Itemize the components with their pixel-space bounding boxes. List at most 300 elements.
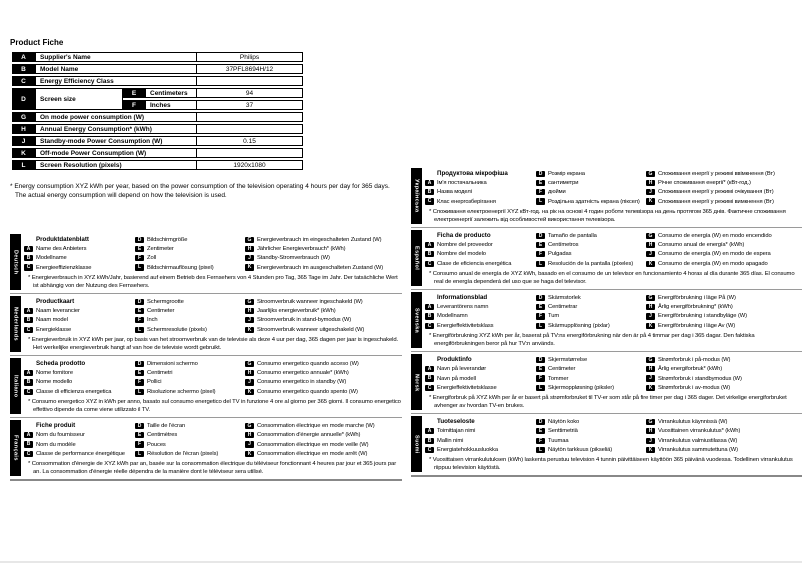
key-badge: A bbox=[425, 242, 434, 248]
item-label: Mallin nimi bbox=[437, 437, 464, 444]
fiche-row-standby bbox=[12, 136, 303, 146]
section-column-1 bbox=[425, 169, 536, 206]
section-column-3 bbox=[646, 417, 802, 454]
key-badge: E bbox=[536, 242, 545, 248]
section-column-2 bbox=[135, 297, 245, 334]
key-badge: F bbox=[536, 438, 545, 444]
key-badge: J bbox=[245, 441, 254, 447]
key-badge: H bbox=[646, 180, 655, 186]
key-badge: H bbox=[245, 370, 254, 376]
language-bar bbox=[10, 358, 21, 414]
row-label: Model Name bbox=[35, 64, 197, 74]
fiche-item bbox=[536, 383, 646, 392]
fiche-item bbox=[646, 302, 802, 311]
language-sections-right-column bbox=[411, 166, 802, 477]
fiche-item bbox=[135, 263, 245, 272]
item-label: Centímetros bbox=[548, 242, 579, 249]
row-key-badge: E bbox=[123, 88, 145, 98]
key-badge: B bbox=[425, 189, 434, 195]
fiche-item bbox=[536, 445, 646, 454]
fiche-item bbox=[135, 254, 245, 263]
key-badge: A bbox=[425, 304, 434, 310]
fiche-item bbox=[646, 250, 802, 259]
section-column-1 bbox=[24, 421, 135, 458]
key-badge: F bbox=[536, 189, 545, 195]
item-label: Tamaño de pantalla bbox=[548, 232, 597, 239]
fiche-item bbox=[425, 178, 536, 187]
fiche-item bbox=[646, 436, 802, 445]
fiche-row-resolution bbox=[12, 160, 303, 170]
key-badge: B bbox=[425, 251, 434, 257]
row-label: Screen size bbox=[35, 88, 123, 110]
section-footnote: * Consumo energetico XYZ in kWh per anno, basato sul consumo energetico del TV in funzione 4 ore al giorno per 365 giorni. Il consumo energetico effettivo dipende da come viene utilizzato il TV. bbox=[28, 398, 401, 414]
item-label: Zentimeter bbox=[147, 245, 174, 252]
key-badge: E bbox=[135, 370, 144, 376]
language-section bbox=[10, 294, 402, 356]
key-badge: L bbox=[135, 264, 144, 270]
key-badge: L bbox=[536, 198, 545, 204]
language-bar bbox=[411, 416, 422, 472]
fiche-item bbox=[536, 293, 646, 302]
key-badge: A bbox=[425, 366, 434, 372]
fiche-item bbox=[646, 427, 802, 436]
item-label: Classe di efficienza energetica bbox=[36, 388, 112, 395]
fiche-item bbox=[646, 365, 802, 374]
fiche-item bbox=[24, 316, 135, 325]
fiche-item bbox=[536, 436, 646, 445]
item-label: Energieffektivitetsklasse bbox=[437, 384, 497, 391]
item-label: Nom du modèle bbox=[36, 441, 76, 448]
section-footnote: * Energieverbrauch in XYZ kWh/Jahr, basierend auf einem Betrieb des Fernsehers von 4 Stunden pro Tag, 365 Tage im Jahr. Der tatsächliche Wert ist abhängig von der Nutzung des Fernsehers. bbox=[28, 274, 398, 289]
key-badge: F bbox=[536, 375, 545, 381]
fiche-item bbox=[135, 316, 245, 325]
section-column-2 bbox=[536, 231, 646, 268]
section-column-1 bbox=[425, 417, 536, 454]
item-label: Consommation électrique en mode veille (W) bbox=[257, 441, 369, 448]
row-key-badge: H bbox=[12, 124, 35, 134]
fiche-row-screen-size bbox=[12, 88, 303, 110]
fiche-item bbox=[425, 445, 536, 454]
fiche-row-supplier bbox=[12, 52, 303, 62]
fiche-item bbox=[245, 297, 402, 306]
key-badge: H bbox=[646, 428, 655, 434]
section-column-1 bbox=[425, 355, 536, 392]
section-body bbox=[24, 296, 402, 352]
row-label: Annual Energy Consumption* (kWh) bbox=[35, 124, 197, 134]
language-label: Nederlands bbox=[12, 307, 19, 342]
fiche-item bbox=[24, 306, 135, 315]
key-badge: B bbox=[24, 379, 33, 385]
section-footnote: * Споживання електроенергії XYZ кВт-год. на рік на основі 4 годин роботи телевізора на день протягом 365 днів. Фактичне споживання електроенергії залежить від особливостей використання телевізора. bbox=[429, 208, 786, 223]
item-label: Dimensioni schermo bbox=[147, 360, 198, 367]
energy-footnote bbox=[10, 182, 402, 200]
section-column-2 bbox=[135, 359, 245, 396]
item-label: Consumo energetico annuale* (kWh) bbox=[257, 370, 349, 377]
section-column-3 bbox=[245, 359, 402, 396]
fiche-item bbox=[245, 254, 402, 263]
key-badge: H bbox=[245, 308, 254, 314]
item-label: Näytön tarkkuus (pikseliä) bbox=[548, 446, 613, 453]
fiche-item bbox=[245, 325, 402, 334]
key-badge: C bbox=[425, 385, 434, 391]
key-badge: C bbox=[24, 389, 33, 395]
fiche-item bbox=[536, 169, 646, 178]
row-label: Supplier's Name bbox=[35, 52, 197, 62]
section-column-2 bbox=[536, 355, 646, 392]
item-label: Consumo de energía (W) en modo de espera bbox=[658, 251, 771, 258]
item-label: дюйми bbox=[548, 189, 566, 196]
item-label: Tum bbox=[548, 313, 560, 320]
fiche-item bbox=[135, 378, 245, 387]
language-section bbox=[411, 166, 802, 228]
key-badge: L bbox=[536, 385, 545, 391]
fiche-item bbox=[536, 312, 646, 321]
fiche-row-centimeters bbox=[123, 88, 303, 98]
fiche-row-on-mode bbox=[12, 112, 303, 122]
fiche-item bbox=[135, 449, 245, 458]
row-value bbox=[197, 148, 303, 158]
fiche-item bbox=[245, 244, 402, 253]
key-badge: G bbox=[646, 233, 655, 239]
fiche-row-off-mode bbox=[12, 148, 303, 158]
row-label: Standby-mode Power Consumption (W) bbox=[35, 136, 197, 146]
key-badge: F bbox=[135, 317, 144, 323]
key-badge: L bbox=[536, 447, 545, 453]
fiche-item bbox=[245, 263, 402, 272]
key-badge: J bbox=[646, 375, 655, 381]
item-label: Consumo energetico quando acceso (W) bbox=[257, 360, 359, 367]
row-key-badge: K bbox=[12, 148, 35, 158]
section-column-3 bbox=[646, 355, 802, 392]
section-column-1 bbox=[24, 297, 135, 334]
key-badge: D bbox=[135, 361, 144, 367]
key-badge: K bbox=[646, 323, 655, 329]
section-footnote: * Vuosittaisen virrankulutuksen (kWh) laskenta perustuu television 4 tunnin päivittäiseen käyttöön 365 päivänä vuodessa. Todellinen virrankulutus riippuu television käytöstä. bbox=[429, 457, 793, 472]
section-column-2 bbox=[135, 235, 245, 272]
key-badge: H bbox=[245, 246, 254, 252]
fiche-item bbox=[425, 383, 536, 392]
page-edge-line bbox=[0, 561, 802, 563]
item-label: Näytön koko bbox=[548, 419, 580, 426]
key-badge: L bbox=[536, 323, 545, 329]
item-label: Розмір екрана bbox=[548, 170, 585, 177]
item-label: Vuosittainen virrankulutus* (kWh) bbox=[658, 428, 741, 435]
fiche-item bbox=[646, 259, 802, 268]
fiche-item bbox=[245, 387, 402, 396]
fiche-item bbox=[425, 365, 536, 374]
language-label: Français bbox=[12, 435, 19, 462]
fiche-item bbox=[135, 297, 245, 306]
section-title: Продуктова мікрофіша bbox=[437, 170, 508, 177]
key-badge: K bbox=[646, 198, 655, 204]
fiche-item bbox=[646, 188, 802, 197]
key-badge: D bbox=[135, 299, 144, 305]
item-label: Nome fornitore bbox=[36, 370, 73, 377]
key-badge: B bbox=[24, 255, 33, 261]
language-label: Deutsch bbox=[12, 249, 19, 275]
fiche-item bbox=[245, 449, 402, 458]
item-label: Energiförbrukning i läge Av (W) bbox=[658, 322, 736, 329]
section-footnote: * Energiforbruk på XYZ kWh per år er basert på strømforbruket til TV-er som står på fire timer per dag i 365 dager. Det virkelige energiforbruket avhenger av hvordan TV-en brukes. bbox=[429, 394, 787, 410]
key-badge: D bbox=[536, 419, 545, 425]
item-label: Bildschirmauflösung (pixel) bbox=[147, 264, 214, 271]
language-bar bbox=[411, 354, 422, 410]
item-label: Centimètres bbox=[147, 432, 178, 439]
language-bar bbox=[411, 230, 422, 286]
item-label: Jaarlijks energieverbruik* (kWh) bbox=[257, 308, 336, 315]
key-badge: E bbox=[536, 366, 545, 372]
fiche-item bbox=[135, 368, 245, 377]
fiche-item bbox=[646, 169, 802, 178]
key-badge: J bbox=[245, 379, 254, 385]
fiche-item bbox=[425, 321, 536, 330]
item-label: Consommation électrique en mode arrêt (W) bbox=[257, 450, 368, 457]
fiche-item bbox=[24, 378, 135, 387]
key-badge: D bbox=[135, 237, 144, 243]
item-label: Consumo de energía (W) en modo encendido bbox=[658, 232, 772, 239]
key-badge: K bbox=[245, 327, 254, 333]
item-label: Senttimetriä bbox=[548, 428, 578, 435]
fiche-item bbox=[245, 421, 402, 430]
item-label: Navn på modell bbox=[437, 375, 476, 382]
key-badge: F bbox=[536, 313, 545, 319]
key-badge: K bbox=[646, 447, 655, 453]
key-badge: H bbox=[646, 304, 655, 310]
item-label: Skärmupplösning (pixlar) bbox=[548, 322, 610, 329]
key-badge: D bbox=[135, 423, 144, 429]
fiche-item bbox=[245, 440, 402, 449]
section-title: Tuoteseloste bbox=[437, 418, 475, 426]
section-body bbox=[24, 420, 402, 476]
item-label: Naam leverancier bbox=[36, 308, 80, 315]
key-badge: A bbox=[24, 246, 33, 252]
language-label: Italiano bbox=[12, 375, 19, 398]
item-label: Zoll bbox=[147, 255, 156, 262]
key-badge: C bbox=[24, 327, 33, 333]
screen-size-subrows bbox=[123, 88, 303, 110]
row-label: On mode power consumption (W) bbox=[35, 112, 197, 122]
row-value: 1920x1080 bbox=[197, 160, 303, 170]
item-label: Consommation électrique en mode marche (W) bbox=[257, 422, 375, 429]
fiche-row-annual-energy bbox=[12, 124, 303, 134]
key-badge: D bbox=[536, 171, 545, 177]
fiche-item bbox=[245, 235, 402, 244]
section-column-3 bbox=[245, 235, 402, 272]
item-label: Ім'я постачальника bbox=[437, 179, 487, 186]
key-badge: G bbox=[245, 299, 254, 305]
key-badge: F bbox=[135, 255, 144, 261]
key-badge: A bbox=[24, 308, 33, 314]
item-label: Tuumaa bbox=[548, 437, 569, 444]
fiche-item bbox=[245, 359, 402, 368]
fiche-item bbox=[135, 421, 245, 430]
section-title: Ficha de producto bbox=[437, 232, 491, 240]
item-label: Stroomverbruik wanneer ingeschakeld (W) bbox=[257, 298, 363, 305]
key-badge: B bbox=[425, 313, 434, 319]
fiche-item bbox=[536, 231, 646, 240]
fiche-item bbox=[646, 231, 802, 240]
fiche-item bbox=[646, 321, 802, 330]
fiche-item bbox=[536, 374, 646, 383]
section-body bbox=[425, 416, 802, 472]
fiche-item bbox=[536, 188, 646, 197]
key-badge: E bbox=[135, 308, 144, 314]
fiche-item bbox=[646, 197, 802, 206]
fiche-item bbox=[536, 178, 646, 187]
key-badge: K bbox=[245, 264, 254, 270]
key-badge: L bbox=[135, 327, 144, 333]
item-label: Risoluzione schermo (pixel) bbox=[147, 388, 216, 395]
fiche-item bbox=[425, 197, 536, 206]
item-label: Stroomverbruik wanneer uitgeschakeld (W) bbox=[257, 326, 365, 333]
fiche-item bbox=[24, 263, 135, 272]
fiche-item bbox=[24, 244, 135, 253]
key-badge: A bbox=[24, 432, 33, 438]
fiche-item bbox=[646, 374, 802, 383]
fiche-item bbox=[536, 417, 646, 426]
key-badge: C bbox=[24, 451, 33, 457]
row-key-badge: J bbox=[12, 136, 35, 146]
key-badge: J bbox=[245, 255, 254, 261]
key-badge: G bbox=[646, 171, 655, 177]
key-badge: J bbox=[646, 438, 655, 444]
item-label: Skjermstørrelse bbox=[548, 356, 588, 363]
language-section bbox=[411, 352, 802, 414]
item-label: Bildschirmgröße bbox=[147, 236, 188, 243]
row-value: 37PFL8694H/12 bbox=[197, 64, 303, 74]
item-label: Energieverbrauch im eingeschalteten Zustand (W) bbox=[257, 236, 382, 243]
section-column-2 bbox=[536, 293, 646, 330]
key-badge: H bbox=[245, 432, 254, 438]
section-footnote: * Energieverbruik in XYZ kWh per jaar, op basis van het stroomverbruik van de televisie als deze 4 uur per dag, 365 dagen per jaar is ingeschakeld. Het werkelijke energieverbruik hangt af van hoe de televisie wordt gebruikt. bbox=[28, 336, 399, 351]
fiche-item bbox=[135, 431, 245, 440]
key-badge: E bbox=[536, 180, 545, 186]
fiche-item bbox=[24, 449, 135, 458]
item-label: Taille de l'écran bbox=[147, 422, 186, 429]
item-label: Energiförbrukning i standbyläge (W) bbox=[658, 313, 747, 320]
section-footnote: * Consumo anual de energía de XYZ kWh, basado en el consumo de un televisor en funcionamiento 4 horas al día durante 365 días. El consumo real de energía dependerá del uso que se haga del televisor. bbox=[429, 270, 795, 285]
item-label: Navn på leverandør bbox=[437, 366, 487, 373]
item-label: Schermgrootte bbox=[147, 298, 184, 305]
fiche-row-energy-class bbox=[12, 76, 303, 86]
energy-footnote-line2: The actual energy consumption will depend on how the television is used. bbox=[15, 192, 227, 199]
key-badge: F bbox=[135, 441, 144, 447]
key-badge: G bbox=[245, 361, 254, 367]
fiche-item bbox=[646, 383, 802, 392]
item-label: Skärmstorlek bbox=[548, 294, 581, 301]
language-section bbox=[411, 290, 802, 352]
fiche-item bbox=[646, 445, 802, 454]
item-label: Strømforbruk i på-modus (W) bbox=[658, 356, 731, 363]
fiche-item bbox=[536, 259, 646, 268]
key-badge: L bbox=[135, 451, 144, 457]
fiche-item bbox=[245, 316, 402, 325]
key-badge: J bbox=[646, 251, 655, 257]
key-badge: J bbox=[646, 313, 655, 319]
item-label: Energiförbrukning i läge På (W) bbox=[658, 294, 736, 301]
key-badge: G bbox=[245, 237, 254, 243]
row-key-badge: F bbox=[123, 100, 145, 110]
fiche-item bbox=[24, 387, 135, 396]
item-label: Consumo energetico quando spento (W) bbox=[257, 388, 358, 395]
key-badge: B bbox=[425, 438, 434, 444]
fiche-item bbox=[135, 235, 245, 244]
section-title: Produktdatenblatt bbox=[36, 236, 89, 243]
language-sections-left-column bbox=[10, 232, 402, 481]
section-body bbox=[425, 354, 802, 410]
key-badge: K bbox=[245, 451, 254, 457]
item-label: Centimetri bbox=[147, 370, 173, 377]
fiche-item bbox=[135, 387, 245, 396]
item-label: Centimetrar bbox=[548, 304, 578, 311]
language-bar bbox=[10, 420, 21, 476]
row-label: Inches bbox=[145, 100, 197, 110]
row-value bbox=[197, 76, 303, 86]
key-badge: C bbox=[24, 264, 33, 270]
item-label: Nom du fournisseur bbox=[36, 432, 85, 439]
key-badge: B bbox=[24, 441, 33, 447]
fiche-item bbox=[425, 188, 536, 197]
item-label: Inch bbox=[147, 317, 158, 324]
fiche-item bbox=[646, 293, 802, 302]
section-footnote: * Energiförbrukning XYZ kWh per år, baserat på TV:ns energiförbrukning när den är på 4 timmar per dag i 365 dagar. Den faktiska energiförbrukningen beror på hur TV:n används. bbox=[429, 332, 755, 348]
row-key-badge: D bbox=[12, 88, 35, 110]
section-column-2 bbox=[135, 421, 245, 458]
page-title: Product Fiche bbox=[10, 38, 64, 47]
item-label: Clase de eficiencia energética bbox=[437, 260, 512, 267]
section-column-3 bbox=[646, 231, 802, 268]
fiche-item bbox=[425, 436, 536, 445]
item-label: Strømforbruk i standbymodus (W) bbox=[658, 375, 742, 382]
row-label: Centimeters bbox=[145, 88, 197, 98]
item-label: Toimittajan nimi bbox=[437, 428, 476, 435]
row-value bbox=[197, 124, 303, 134]
section-body bbox=[425, 168, 802, 224]
item-label: сантиметри bbox=[548, 179, 579, 186]
fiche-item bbox=[245, 306, 402, 315]
fiche-item bbox=[536, 250, 646, 259]
key-badge: C bbox=[425, 447, 434, 453]
fiche-item bbox=[425, 427, 536, 436]
key-badge: E bbox=[135, 432, 144, 438]
key-badge: E bbox=[536, 304, 545, 310]
item-label: Pulgadas bbox=[548, 251, 572, 258]
section-body bbox=[24, 234, 402, 290]
key-badge: A bbox=[425, 428, 434, 434]
key-badge: K bbox=[646, 261, 655, 267]
product-fiche-table bbox=[12, 52, 303, 172]
fiche-item bbox=[245, 378, 402, 387]
fiche-item bbox=[24, 368, 135, 377]
row-key-badge: C bbox=[12, 76, 35, 86]
section-body bbox=[425, 292, 802, 348]
fiche-item bbox=[646, 178, 802, 187]
item-label: Nome modello bbox=[36, 379, 73, 386]
section-body bbox=[24, 358, 402, 414]
row-key-badge: A bbox=[12, 52, 35, 62]
section-column-3 bbox=[646, 293, 802, 330]
item-label: Schermresolutie (pixels) bbox=[147, 326, 207, 333]
item-label: Energieffektivitetsklass bbox=[437, 322, 494, 329]
item-label: Virrankulutus sammutettuna (W) bbox=[658, 446, 739, 453]
section-title: Productkaart bbox=[36, 298, 75, 306]
item-label: Consumo anual de energía* (kWh) bbox=[658, 242, 745, 249]
key-badge: K bbox=[646, 385, 655, 391]
fiche-item bbox=[135, 325, 245, 334]
fiche-item bbox=[646, 417, 802, 426]
fiche-item bbox=[646, 312, 802, 321]
section-column-1 bbox=[24, 235, 135, 272]
